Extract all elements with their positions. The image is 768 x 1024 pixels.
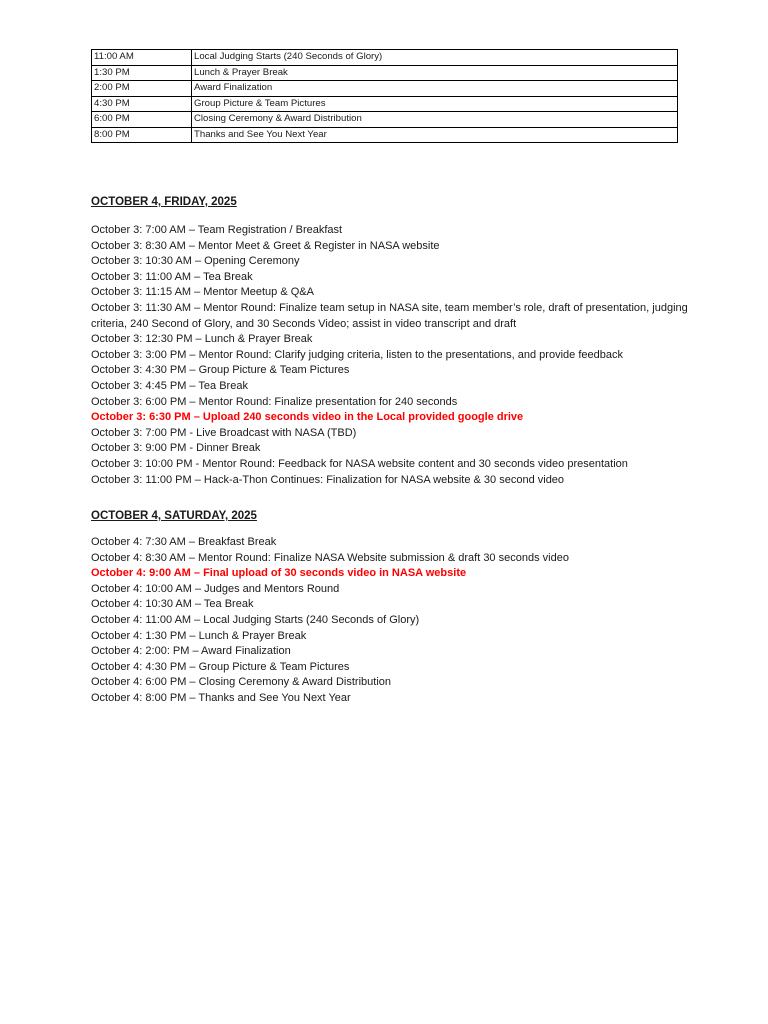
saturday-heading: OCTOBER 4, SATURDAY, 2025 [91,510,257,522]
list-item: October 3: 11:00 AM – Tea Break [91,270,253,283]
table-cell-time: 11:00 AM [92,50,192,66]
table-cell-event: Group Picture & Team Pictures [192,96,678,112]
list-item: October 3: 9:00 PM - Dinner Break [91,442,261,455]
table-cell-event: Thanks and See You Next Year [192,127,678,143]
table-cell-event: Lunch & Prayer Break [192,65,678,81]
list-item: October 3: 7:00 PM - Live Broadcast with NASA (TBD) [91,426,357,439]
list-item: October 4: 7:30 AM – Breakfast Break [91,536,277,548]
list-item: October 3: 12:30 PM – Lunch & Prayer Break [91,333,313,346]
list-item: October 3: 6:00 PM – Mentor Round: Finalize presentation for 240 seconds [91,395,458,408]
list-item: October 4: 8:00 PM – Thanks and See You Next Year [91,691,351,704]
table-row [92,81,678,97]
list-item: October 3: 3:00 PM – Mentor Round: Clarify judging criteria, listen to the presentations, and provide feedback [91,348,623,361]
list-item: October 4: 8:30 AM – Mentor Round: Finalize NASA Website submission & draft 30 seconds video [91,551,569,564]
highlighted-list-item: October 3: 6:30 PM – Upload 240 seconds video in the Local provided google drive [91,411,524,424]
table-cell-time: 2:00 PM [92,81,192,97]
table-cell-event: Local Judging Starts (240 Seconds of Glory) [192,50,678,66]
list-item: October 3: 7:00 AM – Team Registration / Breakfast [91,224,343,236]
saturday-event-list [91,535,691,707]
list-item: October 4: 4:30 PM – Group Picture & Team Pictures [91,660,350,673]
table-cell-event: Award Finalization [192,81,678,97]
schedule-table [91,49,678,143]
list-item: October 3: 11:00 PM – Hack-a-Thon Continues: Finalization for NASA website & 30 second video [91,473,565,486]
list-item: October 4: 1:30 PM – Lunch & Prayer Break [91,629,307,642]
highlighted-list-item: October 4: 9:00 AM – Final upload of 30 seconds video in NASA website [91,567,467,580]
friday-section [91,194,691,488]
list-item: October 4: 6:00 PM – Closing Ceremony & Award Distribution [91,676,391,689]
list-item: October 4: 2:00: PM – Award Finalization [91,645,291,658]
table-row [92,50,678,66]
list-item: October 3: 4:30 PM – Group Picture & Team Pictures [91,364,350,377]
table-row [92,112,678,128]
schedule-table-body [92,50,678,143]
list-item: October 4: 10:00 AM – Judges and Mentors Round [91,582,340,595]
list-item: October 3: 4:45 PM – Tea Break [91,379,248,392]
list-item: October 3: 8:30 AM – Mentor Meet & Greet & Register in NASA website [91,239,440,252]
table-row [92,127,678,143]
friday-event-list [91,223,691,488]
table-row [92,65,678,81]
friday-heading: OCTOBER 4, FRIDAY, 2025 [91,196,237,208]
table-row [92,96,678,112]
list-item: October 3: 10:00 PM - Mentor Round: Feedback for NASA website content and 30 seconds video presentation [91,457,628,470]
list-item: October 4: 10:30 AM – Tea Break [91,598,254,611]
table-cell-time: 6:00 PM [92,112,192,128]
table-cell-time: 4:30 PM [92,96,192,112]
list-item: October 3: 11:30 AM – Mentor Round: Finalize team setup in NASA site, team member’s role, draft of presentation, judging criteria, 240 Second of Glory, and 30 Seconds Video; assist in video transcript and draft [91,301,688,330]
table-cell-time: 8:00 PM [92,127,192,143]
list-item: October 4: 11:00 AM – Local Judging Starts (240 Seconds of Glory) [91,613,420,626]
saturday-section [91,508,691,707]
table-cell-time: 1:30 PM [92,65,192,81]
list-item: October 3: 10:30 AM – Opening Ceremony [91,255,300,268]
list-item: October 3: 11:15 AM – Mentor Meetup & Q&A [91,286,314,299]
table-cell-event: Closing Ceremony & Award Distribution [192,112,678,128]
